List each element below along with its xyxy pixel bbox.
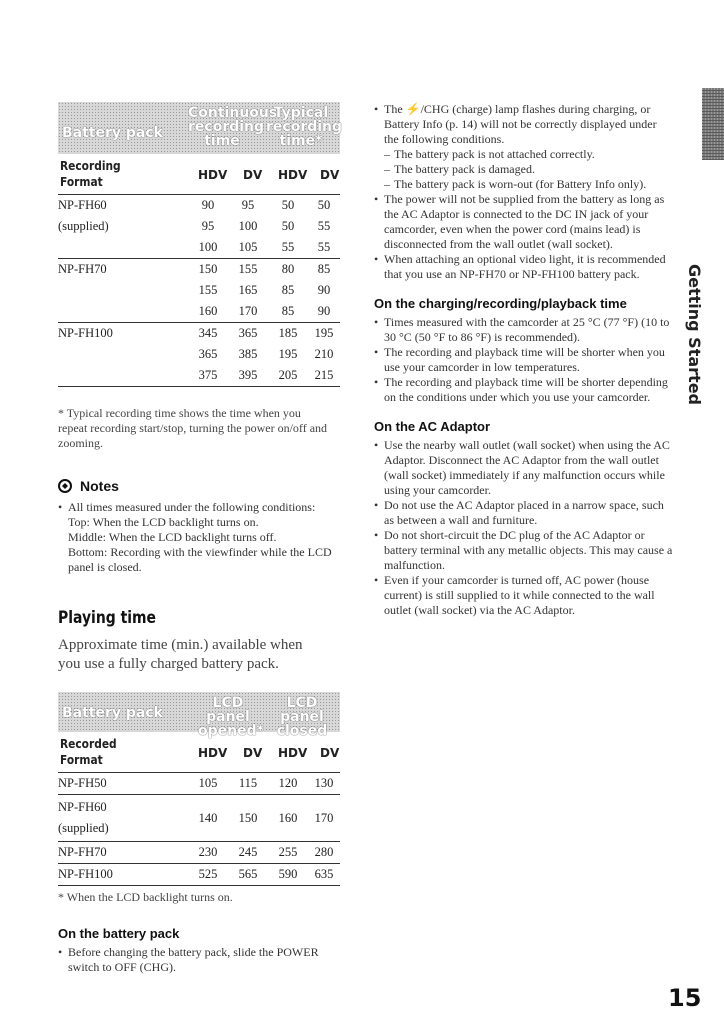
- cell: 130: [314, 776, 334, 790]
- cell: 375: [198, 368, 218, 382]
- table1-subheader: [58, 154, 340, 194]
- cell: 160: [198, 304, 218, 318]
- table1-format-label: Recording Format: [60, 158, 121, 189]
- cell: 385: [238, 347, 258, 361]
- cell: 50: [317, 198, 331, 212]
- cell: 170: [314, 810, 334, 825]
- battery-pack-heading: On the battery pack: [58, 926, 180, 941]
- list-item: • When attaching an optional video light, it is recommended that you use an NP-FH70 or NP-FH100 battery pack.: [374, 252, 674, 282]
- list-item: • The ⚡/CHG (charge) lamp flashes during charging, or Battery Info (p. 14) will not be correctly displayed under the following conditions.: [374, 102, 674, 147]
- table2-header-battery: Battery pack: [62, 705, 163, 721]
- cell: 115: [238, 776, 258, 790]
- table-row: [58, 365, 340, 387]
- cell: 100: [238, 219, 258, 233]
- notes-line-middle: Middle: When the LCD backlight turns off.: [68, 530, 277, 544]
- notes-line-top: Top: When the LCD backlight turns on.: [68, 515, 259, 529]
- cell: 120: [278, 776, 298, 790]
- cell: 85: [317, 262, 331, 276]
- cell: 55: [317, 240, 331, 254]
- cell: 80: [281, 262, 295, 276]
- cell: 185: [278, 326, 298, 340]
- table-row: [58, 195, 340, 217]
- notes-heading: [58, 478, 338, 494]
- table2-col-dv2: DV: [320, 746, 340, 760]
- cell: 210: [314, 347, 334, 361]
- table2-subheader: [58, 732, 340, 772]
- list-item: [58, 500, 338, 575]
- cell: 365: [238, 326, 258, 340]
- cell: 165: [238, 283, 258, 297]
- list-item: – The battery pack is damaged.: [384, 162, 674, 177]
- list-item: • The power will not be supplied from the battery as long as the AC Adaptor is connected to the DC IN jack of your camcorder, even when the power cord (mains lead) is disconnected from the wall outlet (wall socket).: [374, 192, 674, 252]
- cell: 565: [238, 867, 258, 881]
- notes-intro: All times measured under the following conditions:: [68, 500, 316, 514]
- notes-icon: [58, 479, 72, 493]
- cell: 85: [281, 283, 295, 297]
- battery-pack-section: [58, 926, 338, 975]
- table-row: [58, 842, 340, 864]
- cell: 635: [314, 867, 334, 881]
- table2-header-closed: LCD panel closed: [276, 695, 328, 739]
- table2-body: [58, 772, 340, 886]
- list-item: • Do not short-circuit the DC plug of the AC Adaptor or battery terminal with any metallic objects. This may cause a malfunction.: [374, 528, 674, 573]
- notes-title: Notes: [80, 478, 119, 494]
- cell: 195: [314, 326, 334, 340]
- cell: 590: [278, 867, 298, 881]
- notes-section: [58, 478, 338, 575]
- playing-time-title: Playing time: [58, 608, 157, 628]
- cell: 215: [314, 368, 334, 382]
- list-item: • The recording and playback time will be shorter depending on the conditions under which you use your camcorder.: [374, 375, 674, 405]
- list-item: • Before changing the battery pack, slide the POWER switch to OFF (CHG).: [58, 945, 338, 975]
- battery-name: NP-FH50: [58, 776, 107, 790]
- table-row: [58, 773, 340, 795]
- table-row: [58, 344, 340, 365]
- cell: 90: [317, 304, 331, 318]
- table-row: [58, 259, 340, 281]
- battery-name: NP-FH100: [58, 326, 113, 340]
- battery-note: (supplied): [58, 821, 109, 835]
- battery-name: NP-FH70: [58, 262, 107, 276]
- cell: 90: [317, 283, 331, 297]
- table1-col-dv2: DV: [320, 168, 340, 182]
- table2-header-band: [58, 692, 340, 739]
- table1-col-hdv2: HDV: [278, 168, 308, 182]
- cell: 280: [314, 845, 334, 859]
- battery-note: (supplied): [58, 219, 109, 233]
- cell: 85: [281, 304, 295, 318]
- table-row: [58, 216, 340, 237]
- cell: 50: [281, 198, 295, 212]
- list-item: • Times measured with the camcorder at 25 °C (77 °F) (10 to 30 °C (50 °F to 86 °F) is recommended).: [374, 315, 674, 345]
- battery-name: NP-FH60: [58, 198, 107, 212]
- table2-col-hdv2: HDV: [278, 746, 308, 760]
- cell: 230: [198, 845, 218, 859]
- table-row: [58, 864, 340, 886]
- battery-name: NP-FH70: [58, 845, 107, 859]
- page-number: 15: [668, 984, 702, 1012]
- table1-header-battery: Battery pack: [62, 125, 163, 141]
- table1-col-dv1: DV: [243, 168, 263, 182]
- cell: 105: [198, 776, 218, 790]
- cell: 50: [281, 219, 295, 233]
- cell: 170: [238, 304, 258, 318]
- cell: 150: [198, 262, 218, 276]
- list-item: – The battery pack is not attached correctly.: [384, 147, 674, 162]
- table2-col-hdv1: HDV: [198, 746, 228, 760]
- right-column: [374, 102, 674, 618]
- table1-header-band: [58, 102, 343, 154]
- cell: 345: [198, 326, 218, 340]
- cell: 105: [238, 240, 258, 254]
- cell: 155: [238, 262, 258, 276]
- table1-col-hdv1: HDV: [198, 168, 228, 182]
- cell: 255: [278, 845, 298, 859]
- playing-time-table: [58, 692, 340, 886]
- cell: 205: [278, 368, 298, 382]
- table1-header-continuous: Continuous recording time: [188, 105, 278, 149]
- table-row: [58, 280, 340, 301]
- cell: 245: [238, 845, 258, 859]
- list-item: • Use the nearby wall outlet (wall socket) when using the AC Adaptor. Disconnect the AC Adaptor from the wall outlet (wall socket) immediately if any malfunction occurs while using your camcorder.: [374, 438, 674, 498]
- cell: 100: [198, 240, 218, 254]
- cell: 155: [198, 283, 218, 297]
- table1-body: [58, 194, 340, 387]
- ac-adaptor-heading: On the AC Adaptor: [374, 419, 491, 434]
- table-row: [58, 323, 340, 345]
- list-item: • The recording and playback time will be shorter when you use your camcorder in low temperatures.: [374, 345, 674, 375]
- cell: 195: [278, 347, 298, 361]
- charging-heading: On the charging/recording/playback time: [374, 296, 627, 311]
- cell: 95: [241, 198, 255, 212]
- list-item: • Do not use the AC Adaptor placed in a narrow space, such as between a wall and furniture.: [374, 498, 674, 528]
- cell: 395: [238, 368, 258, 382]
- cell: 55: [281, 240, 295, 254]
- cell: 160: [278, 810, 298, 825]
- battery-name: [58, 795, 188, 842]
- table-row: [58, 237, 340, 259]
- cell: 90: [201, 198, 215, 212]
- table1-footnote: * Typical recording time shows the time when you repeat recording start/stop, turning the power on/off and zooming.: [58, 406, 328, 450]
- cell: 140: [198, 810, 218, 825]
- playing-time-lead: Approximate time (min.) available when you use a fully charged battery pack.: [58, 637, 303, 672]
- section-tab-label: Getting Started: [685, 264, 704, 405]
- battery-name-text: NP-FH60: [58, 800, 107, 814]
- list-item: – The battery pack is worn-out (for Battery Info only).: [384, 177, 674, 192]
- table2-format-label: Recorded Format: [60, 736, 117, 767]
- battery-name: NP-FH100: [58, 867, 113, 881]
- table2-footnote: * When the LCD backlight turns on.: [58, 890, 233, 904]
- cell: 150: [238, 810, 258, 825]
- notes-line-bottom: Bottom: Recording with the viewfinder while the LCD panel is closed.: [68, 545, 332, 574]
- cell: 365: [198, 347, 218, 361]
- table1-header-typical: Typical recording time*: [266, 105, 343, 149]
- cell: 55: [317, 219, 331, 233]
- section-tab-marker: [702, 88, 724, 160]
- table-row: [58, 301, 340, 323]
- cell: 95: [201, 219, 215, 233]
- list-item: • Even if your camcorder is turned off, AC power (house current) is still supplied to it while connected to the wall outlet (wall socket) via the AC Adaptor.: [374, 573, 674, 618]
- table2-header-opened: LCD panel opened*: [198, 695, 264, 739]
- table-row: [58, 795, 340, 842]
- cell: 525: [198, 867, 218, 881]
- table2-col-dv1: DV: [243, 746, 263, 760]
- recording-time-table: [58, 102, 343, 387]
